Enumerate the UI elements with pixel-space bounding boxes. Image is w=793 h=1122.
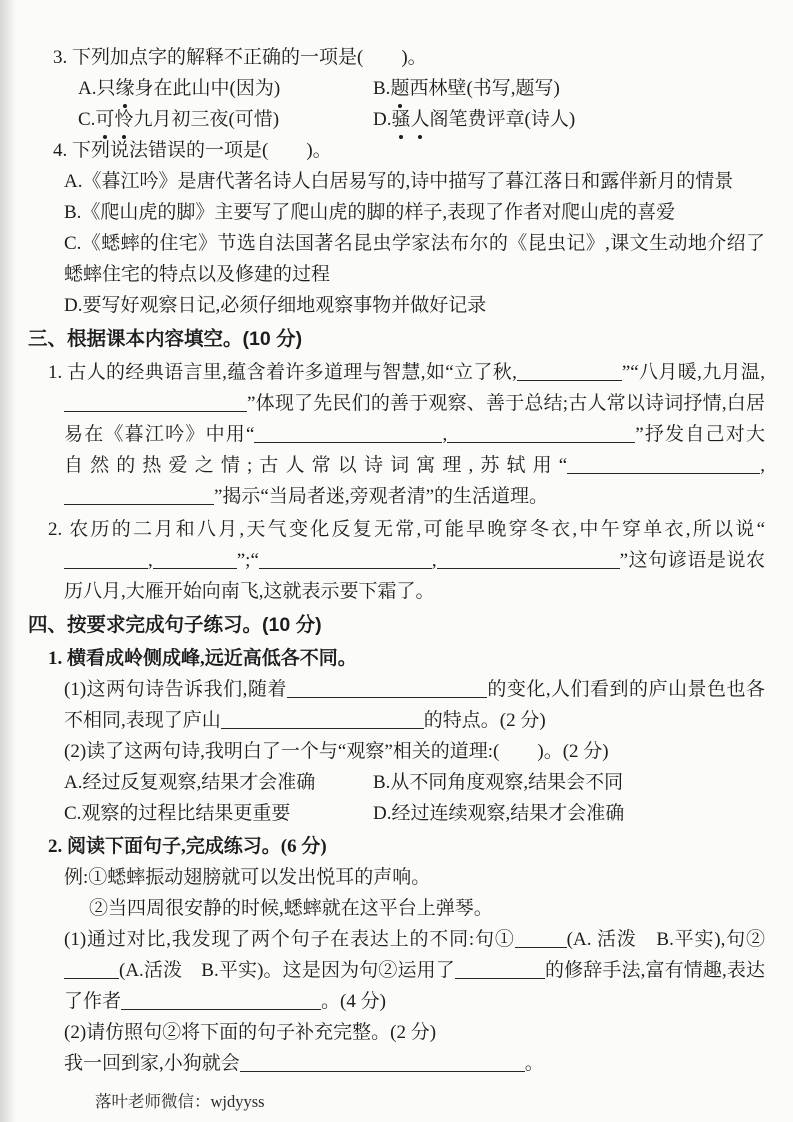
fill-in-blank[interactable] [259, 549, 432, 569]
section-3-title: 三、根据课本内容填空。(10 分) [28, 328, 303, 350]
text-segment: ”抒发自己对大自然的热爱之情;古人常以诗词寓理,苏轼用“ [64, 424, 766, 476]
section-4-item-1-sub-2: (2)读了这两句诗,我明白了一个与“观察”相关的道理:( )。(2 分) [64, 741, 609, 762]
text-segment: ”这句谚语是说农历八月,大雁开始向南飞,这就表示要下霜了。 [64, 550, 765, 602]
fill-in-blank[interactable] [64, 549, 148, 569]
question-3-option-c[interactable] [78, 104, 373, 135]
text-segment: 的修辞手法,富有情趣,表达了作者 [64, 960, 765, 1012]
question-3-option-a[interactable] [78, 73, 373, 104]
fill-in-blank[interactable] [437, 549, 620, 569]
text-segment: , [760, 455, 765, 476]
text-segment: 2. 农历的二月和八月,天气变化反复无常,可能早晚穿冬衣,中午穿单衣,所以说“ [48, 519, 765, 540]
fill-in-blank[interactable] [567, 454, 760, 474]
text-segment: 的特点。(2 分) [423, 710, 546, 731]
section-4-item-1-options [0, 767, 793, 829]
section-4-item-1-sub-1 [0, 674, 793, 736]
text-segment: (1)通过对比,我发现了两个句子在表达上的不同:句① [64, 929, 515, 950]
fill-in-blank[interactable] [121, 990, 321, 1010]
question-3-options [0, 73, 793, 135]
section-4-item-1: 1. 横看成岭侧成峰,远近高低各不同。 [48, 648, 357, 669]
example-sentence-2: ②当四周很安静的时候,蟋蟀就在这平台上弹琴。 [89, 898, 493, 919]
fill-in-blank[interactable] [455, 959, 545, 979]
emphasized-char: 怜 [114, 104, 133, 135]
text-segment: (A. 活泼 B.平实),句② [566, 929, 765, 950]
text-segment: ”揭示“当局者迷,旁观者清”的生活道理。 [214, 486, 549, 507]
fill-in-blank[interactable] [517, 361, 622, 381]
text-segment: 阁笔费评章(诗人) [429, 109, 576, 130]
fill-in-blank[interactable] [64, 959, 119, 979]
section-4-item-1-option-b[interactable]: B.从不同角度观察,结果会不同 [373, 772, 624, 793]
question-4-option-b[interactable]: B.《爬山虎的脚》主要写了爬山虎的脚的样子,表现了作者对爬山虎的喜爱 [64, 202, 676, 223]
section-4-item-2-stem: 2. 阅读下面句子,完成练习。(6 分) [48, 836, 327, 857]
question-3-stem: 3. 下列加点字的解释不正确的一项是( )。 [53, 47, 427, 68]
teacher-wechat-footer: 落叶老师微信：wjdyyss [95, 1092, 265, 1111]
text-segment: 身在此山中(因为) [134, 78, 281, 99]
text-segment: 1. 古人的经典语言里,蕴含着许多道理与智慧,如“立了秋, [48, 362, 517, 383]
text-segment: 。 [524, 1053, 544, 1074]
emphasized-char: 可 [95, 104, 114, 135]
emphasized-char: 骚 [391, 104, 410, 135]
section-3-item-1 [0, 357, 793, 512]
fill-in-blank[interactable] [153, 549, 237, 569]
fill-in-blank[interactable] [515, 928, 567, 948]
text-segment: ”“八月暖,九月温, [621, 362, 766, 383]
question-4-option-c[interactable]: C.《蟋蟀的住宅》节选自法国著名昆虫学家法布尔的《昆虫记》,课文生动地介绍了蟋蟀住宅的特点以及修建的过程 [64, 233, 765, 285]
section-4-item-1-option-d[interactable]: D.经过连续观察,结果才会准确 [373, 803, 625, 824]
emphasized-char: 人 [411, 104, 430, 135]
section-4-item-1-option-c[interactable]: C.观察的过程比结果更重要 [64, 803, 291, 824]
text-segment: B. [373, 78, 391, 99]
section-3-item-2 [0, 514, 793, 607]
text-segment: (A.活泼 B.平实)。这是因为句②运用了 [119, 960, 455, 981]
text-segment: (1)这两句诗告诉我们,随着 [64, 679, 287, 700]
emphasized-char: 缘 [115, 73, 134, 104]
fill-in-blank[interactable] [254, 423, 442, 443]
fill-in-blank[interactable] [447, 423, 635, 443]
text-segment: 九月初三夜(可惜) [133, 109, 280, 130]
section-4-item-2-sub-1 [0, 924, 793, 1017]
fill-in-blank[interactable] [221, 709, 424, 729]
fill-in-blank[interactable] [240, 1052, 525, 1072]
text-segment: , [148, 550, 153, 571]
text-segment: A.只 [78, 78, 116, 99]
section-4-item-2-completion [0, 1048, 793, 1079]
text-segment: ”;“ [236, 550, 259, 571]
question-4-stem: 4. 下列说法错误的一项是( )。 [53, 140, 332, 161]
text-segment: 我一回到家,小狗就会 [64, 1053, 240, 1074]
question-4-option-a[interactable]: A.《暮江吟》是唐代著名诗人白居易写的,诗中描写了暮江落日和露伴新月的情景 [64, 171, 734, 192]
text-segment: , [431, 550, 437, 571]
fill-in-blank[interactable] [64, 392, 247, 412]
text-segment: 西林壁(书写,题写) [409, 78, 560, 99]
text-segment: 的变化,人们看到的庐山景色也各不相同,表现了庐山 [64, 679, 765, 731]
text-segment: 。(4 分) [321, 991, 386, 1012]
question-3-option-d[interactable] [373, 104, 765, 135]
emphasized-char: 题 [390, 73, 409, 104]
question-3-option-b[interactable] [373, 73, 765, 104]
example-sentence-1: 例:①蟋蟀振动翅膀就可以发出悦耳的声响。 [64, 867, 431, 888]
fill-in-blank[interactable] [287, 678, 487, 698]
section-4-title: 四、按要求完成句子练习。(10 分) [28, 614, 322, 636]
section-4-item-1-option-a[interactable]: A.经过反复观察,结果才会准确 [64, 772, 316, 793]
text-segment: D. [373, 109, 392, 130]
text-segment: ”体现了先民们的善于观察、善于总结;古人常以诗词抒情,白居易在《暮江吟》中用“ [64, 393, 765, 445]
text-segment: , [442, 424, 448, 445]
text-segment: C. [78, 109, 96, 130]
section-4-item-2-sub-2: (2)请仿照句②将下面的句子补充完整。(2 分) [64, 1022, 437, 1043]
fill-in-blank[interactable] [64, 485, 214, 505]
question-4-option-d[interactable]: D.要写好观察日记,必须仔细地观察事物并做好记录 [64, 295, 487, 316]
